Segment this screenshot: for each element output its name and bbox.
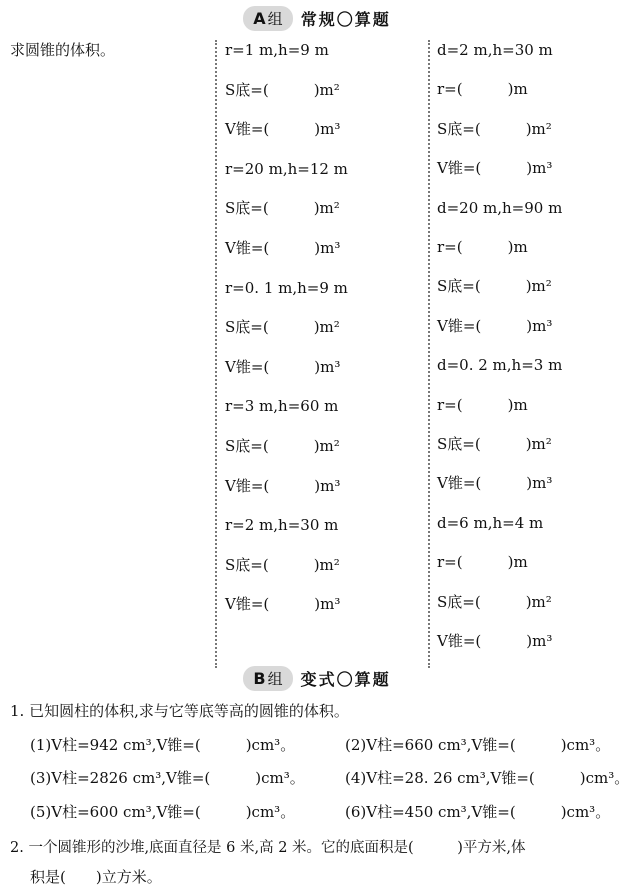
col3-row: r=( )m bbox=[437, 238, 528, 256]
col3-row: S底=( )m² bbox=[437, 277, 552, 296]
section-b-badge bbox=[243, 666, 292, 691]
section-b-title: 变式〇算题 bbox=[300, 670, 391, 689]
q1-item-2: (2)V柱=660 cm³,V锥=( )cm³。 bbox=[345, 736, 611, 754]
badge-text: 组 bbox=[267, 10, 283, 28]
col3-row: S底=( )m² bbox=[437, 592, 552, 611]
col3-row: S底=( )m² bbox=[437, 435, 552, 453]
col2-row: r=2 m,h=30 m bbox=[225, 516, 339, 535]
col2-row: V锥=( )m³ bbox=[225, 239, 341, 257]
col3-row: S底=( )m² bbox=[437, 119, 552, 138]
q1-item-4: (4)V柱=28. 26 cm³,V锥=( )cm³。 bbox=[345, 769, 630, 787]
col2-row: V锥=( )m³ bbox=[225, 357, 341, 376]
col2-row: V锥=( )m³ bbox=[225, 476, 341, 495]
col2-row: r=20 m,h=12 m bbox=[225, 159, 348, 178]
col3-row: r=( )m bbox=[437, 553, 528, 572]
col3-row: d=0. 2 m,h=3 m bbox=[437, 356, 563, 375]
col3-row: r=( )m bbox=[437, 395, 528, 414]
col2-row: S底=( )m² bbox=[225, 318, 340, 337]
q1-item-5: (5)V柱=600 cm³,V锥=( )cm³。 bbox=[30, 803, 296, 821]
col2-row: S底=( )m² bbox=[225, 199, 340, 218]
col3-row: r=( )m bbox=[437, 80, 528, 99]
col3-row: V锥=( )m³ bbox=[437, 474, 553, 493]
section-a-badge bbox=[243, 6, 292, 31]
col2-row: V锥=( )m³ bbox=[225, 595, 341, 614]
col2-row: V锥=( )m³ bbox=[225, 120, 341, 139]
q1-item-1: (1)V柱=942 cm³,V锥=( )cm³。 bbox=[30, 736, 296, 754]
col2-row: S底=( )m² bbox=[225, 437, 340, 455]
question-2-line-2: 积是( )立方米。 bbox=[30, 868, 162, 886]
badge-letter: A bbox=[253, 9, 266, 28]
col3-row: V锥=( )m³ bbox=[437, 159, 553, 178]
col2-row: r=3 m,h=60 m bbox=[225, 397, 339, 416]
badge-letter: B bbox=[253, 669, 266, 688]
col2-row: r=1 m,h=9 m bbox=[225, 41, 329, 59]
column-divider-2 bbox=[428, 40, 430, 668]
col2-row: S底=( )m² bbox=[225, 555, 340, 574]
question-2-line-1: 2. 一个圆锥形的沙堆,底面直径是 6 米,高 2 米。它的底面积是( )平方米,体 bbox=[10, 840, 526, 856]
col1-intro: 求圆锥的体积。 bbox=[10, 41, 116, 59]
col2-row: S底=( )m² bbox=[225, 80, 340, 99]
badge-text: 组 bbox=[267, 670, 283, 688]
col3-row: d=20 m,h=90 m bbox=[437, 198, 563, 217]
column-divider-1 bbox=[215, 40, 217, 668]
col3-row: V锥=( )m³ bbox=[437, 316, 553, 335]
col3-row: d=6 m,h=4 m bbox=[437, 513, 544, 532]
col3-row: V锥=( )m³ bbox=[437, 632, 553, 650]
q1-item-3: (3)V柱=2826 cm³,V锥=( )cm³。 bbox=[30, 769, 305, 787]
col2-row: r=0. 1 m,h=9 m bbox=[225, 278, 348, 297]
section-a-header bbox=[0, 6, 634, 31]
question-1-stem: 1. 已知圆柱的体积,求与它等底等高的圆锥的体积。 bbox=[10, 702, 349, 720]
col3-row: d=2 m,h=30 m bbox=[437, 41, 553, 59]
section-b-header bbox=[0, 666, 634, 691]
q1-item-6: (6)V柱=450 cm³,V锥=( )cm³。 bbox=[345, 803, 611, 821]
section-a-title: 常规〇算题 bbox=[300, 10, 391, 29]
